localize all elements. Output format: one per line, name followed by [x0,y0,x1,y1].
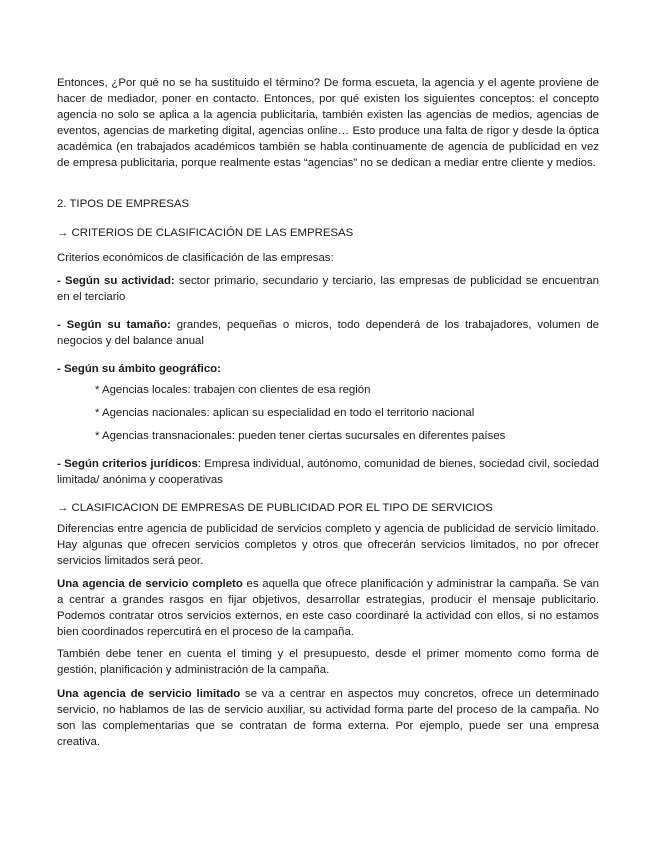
criterio-tamano-label: - Según su tamaño: [57,319,171,331]
criterio-actividad-text: sector primario, secundario y terciario, las empresas de publicidad se encuentran en el terciario [57,275,599,303]
servicio-limitado-label: Una agencia de servicio limitado [57,688,241,700]
section-2-title: 2. TIPOS DE EMPRESAS [57,198,190,210]
criterio-tamano [57,317,599,349]
servicio-limitado-text: se va a centrar en aspectos muy concretos, ofrece un determinado servicio, no hablamos de las de servicio auxiliar, su actividad forma parte del proceso de la campaña. No son las complementarias que se contratan de forma externa. Por ejemplo, puede ser una empresa creativa. [57,688,599,748]
diferencias-paragraph: Diferencias entre agencia de publicidad de servicios completo y agencia de publicidad de servicio limitado. Hay algunas que ofrecen servicios completos y otros que ofrecerán servicios limitados, no por ofrecer servicios limitados será peor. [57,523,599,567]
criterio-tamano-text: grandes, pequeñas o micros, todo dependerá de los trabajadores, volumen de negocios y del balance anual [57,319,600,347]
servicio-completo-text: es aquella que ofrece planificación y administrar la campaña. Se van a centrar a grandes rasgos en fijar objetivos, desarrollar estrategias, producir el mensaje publicitario. Podemos contratar otros servicios externos, en este caso coordinaré la actividad con ellos, si no estamos bien coordinados repercutirá en el proceso de la campaña. [57,578,599,638]
timing-paragraph: También debe tener en cuenta el timing y el presupuesto, desde el primer momento como forma de gestión, planificación y administración de la campaña. [57,648,599,676]
criterio-juridicos-label: - Según criterios jurídicos [57,458,198,470]
ambito-item-transnacional: * Agencias transnacionales: pueden tener ciertas sucursales en diferentes países [95,430,506,442]
criterio-juridicos-text: : Empresa individual, autónomo, comunidad de bienes, sociedad civil, sociedad limitada/ anónima y cooperativas [57,458,599,486]
ambito-item-nacional: * Agencias nacionales: aplican su especialidad en todo el territorio nacional [95,407,475,419]
servicio-completo-label: Una agencia de servicio completo [57,578,243,590]
criterio-juridicos [57,456,599,488]
servicio-limitado-paragraph [57,686,599,750]
criterios-heading: → CRITERIOS DE CLASIFICACIÓN DE LAS EMPRESAS [57,227,354,239]
criterio-ambito [57,361,599,377]
criterio-actividad-label: - Según su actividad: [57,275,175,287]
criterio-ambito-label: - Según su ámbito geográfico: [57,363,221,375]
clasificacion-heading: → CLASIFICACION DE EMPRESAS DE PUBLICIDAD POR EL TIPO DE SERVICIOS [57,502,493,514]
criterios-intro: Criterios económicos de clasificación de las empresas: [57,252,334,264]
ambito-item-local: * Agencias locales: trabajen con clientes de esa región [95,384,371,396]
intro-paragraph: Entonces, ¿Por qué no se ha sustituido el término? De forma escueta, la agencia y el agente proviene de hacer de mediador, poner en contacto. Entonces, por qué existen los siguientes conceptos: el concepto agencia no solo se aplica a la agencia publicitaria, también existen las agencias de medios, agencias de eventos, agencias de marketing digital, agencias online… Esto produce una falta de rigor y desde la óptica académica (en trabajados académicos también se habla continuamente de agencia de publicidad en vez de empresa publicitaria, porque realmente estas “agencias” no se dedican a mediar entre cliente y medios. [57,77,599,169]
criterio-actividad [57,273,599,305]
servicio-completo-paragraph [57,576,599,640]
